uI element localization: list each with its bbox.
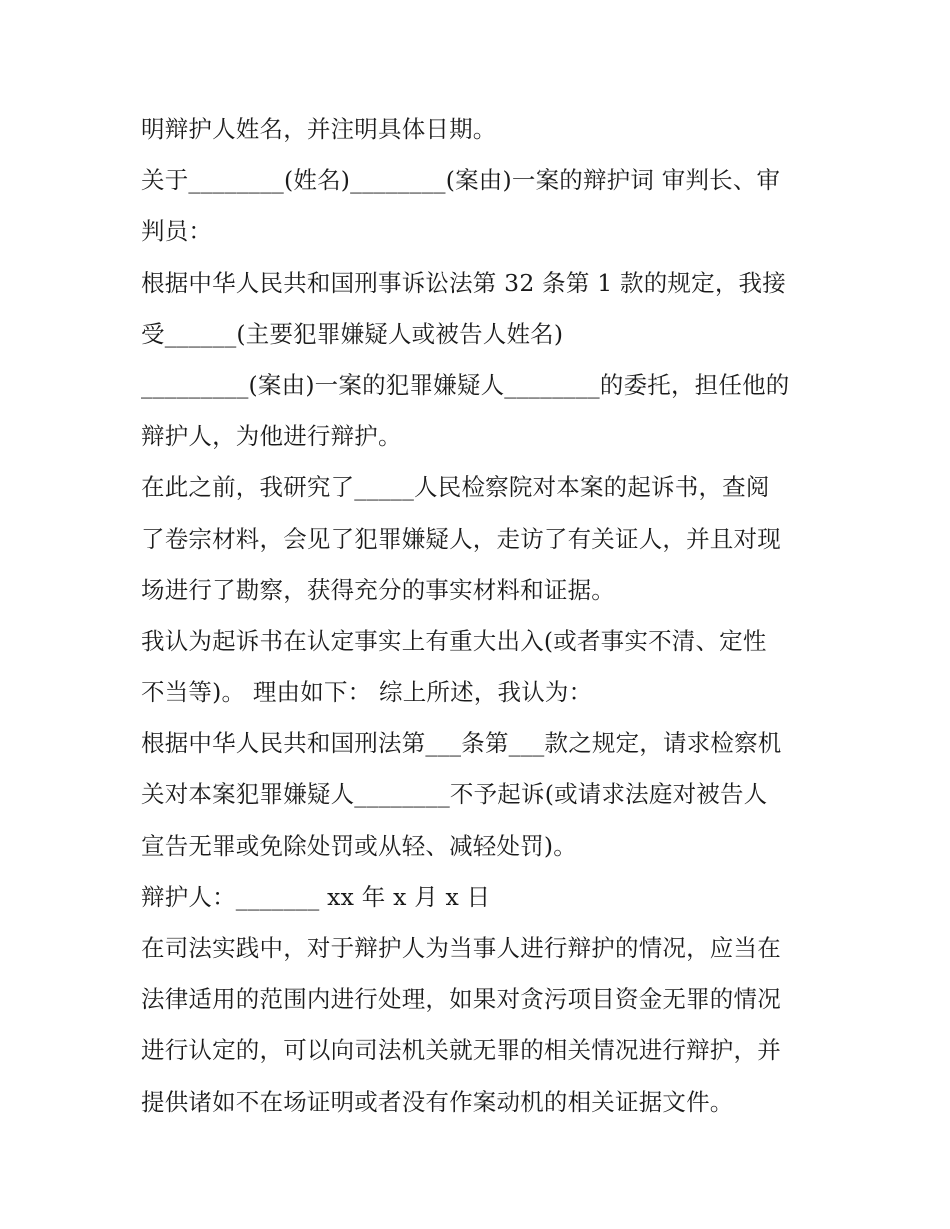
document-body xyxy=(141,104,821,1128)
text-line: 受______(主要犯罪嫌疑人或被告人姓名) xyxy=(141,319,564,348)
text-line: 辩护人，为他进行辩护。 xyxy=(141,422,402,451)
text-line: 在此之前，我研究了_____人民检察院对本案的起诉书，查阅 xyxy=(141,473,770,502)
text-line: 关对本案犯罪嫌疑人________不予起诉(或请求法庭对被告人 xyxy=(141,780,768,809)
text-line: 进行认定的，可以向司法机关就无罪的相关情况进行辩护，并 xyxy=(141,1036,781,1065)
text-line: 关于________(姓名)________(案由)一案的辩护词 审判长、审 xyxy=(141,166,781,195)
text-line: _________(案由)一案的犯罪嫌疑人________的委托，担任他的 xyxy=(141,370,790,399)
text-line: 在司法实践中，对于辩护人为当事人进行辩护的情况，应当在 xyxy=(141,934,781,962)
text-line: 根据中华人民共和国刑事诉讼法第 32 条第 1 款的规定，我接 xyxy=(141,268,786,297)
text-line: 了卷宗材料，会见了犯罪嫌疑人，走访了有关证人，并且对现 xyxy=(141,524,781,553)
text-line: 根据中华人民共和国刑法第___条第___款之规定，请求检察机 xyxy=(141,729,782,758)
text-line: 判员： xyxy=(141,217,213,246)
text-line: 不当等)。 理由如下： 综上所述，我认为： xyxy=(141,678,593,707)
text-line: 法律适用的范围内进行处理，如果对贪污项目资金无罪的情况 xyxy=(141,985,781,1014)
text-line: 我认为起诉书在认定事实上有重大出入(或者事实不清、定性 xyxy=(141,626,767,655)
text-line: 宣告无罪或免除处罚或从轻、减轻处罚)。 xyxy=(141,831,577,860)
text-line: 场进行了勘察，获得充分的事实材料和证据。 xyxy=(141,575,615,604)
text-line: 辩护人：_______ xx 年 x 月 x 日 xyxy=(141,882,491,911)
text-line: 提供诸如不在场证明或者没有作案动机的相关证据文件。 xyxy=(141,1087,734,1116)
text-line: 明辩护人姓名，并注明具体日期。 xyxy=(141,115,497,143)
